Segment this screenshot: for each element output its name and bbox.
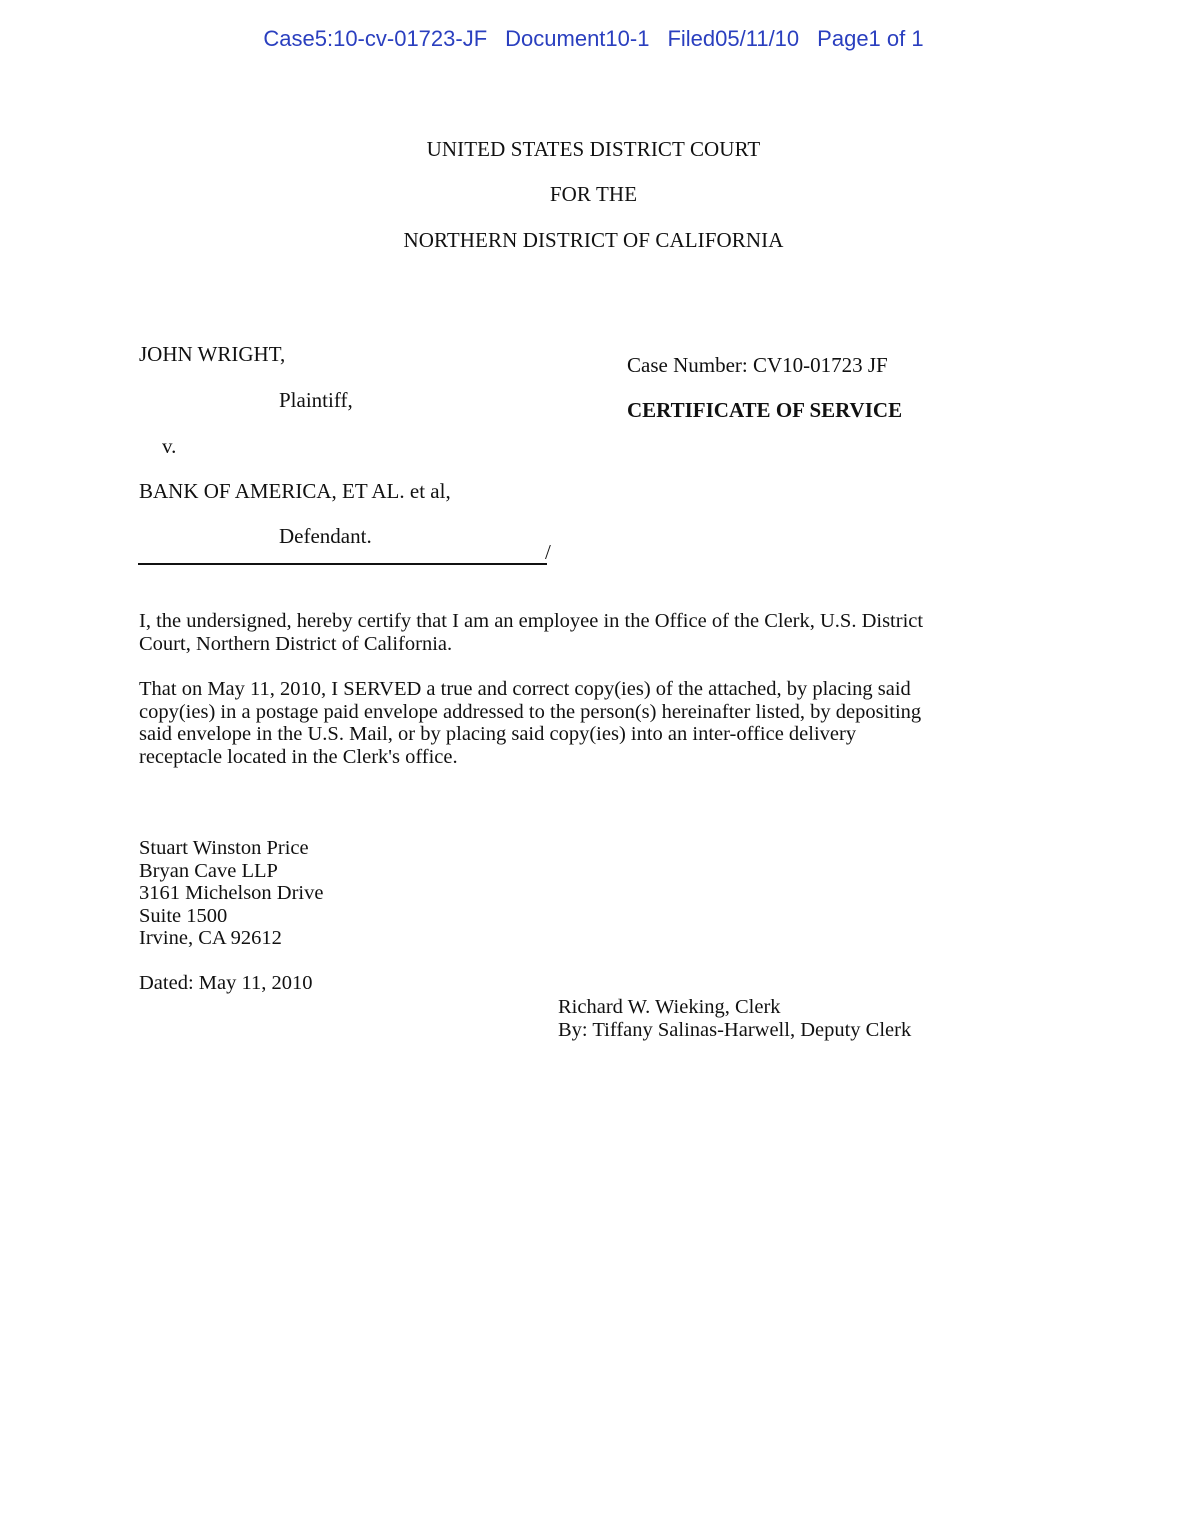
address-line: Suite 1500 [139,904,228,927]
deputy-clerk-name: By: Tiffany Salinas-Harwell, Deputy Clerk [558,1018,912,1041]
case-number: Case Number: CV10-01723 JF [627,353,888,377]
paragraph-line: That on May 11, 2010, I SERVED a true and correct copy(ies) of the attached, by placing said [139,678,911,700]
address-line: Bryan Cave LLP [139,859,278,882]
dated-line: Dated: May 11, 2010 [139,972,313,994]
signature-block [558,996,911,1041]
ecf-document-number: Document10-1 [505,26,650,51]
court-name-line3: NORTHERN DISTRICT OF CALIFORNIA [403,228,784,252]
paragraph-line: Court, Northern District of California. [139,632,453,655]
paragraph-line: copy(ies) in a postage paid envelope addressed to the person(s) hereinafter listed, by depositing [139,700,922,723]
service-address [139,837,323,950]
caption-slash: / [545,540,551,564]
ecf-header [0,26,1187,52]
service-paragraph [139,678,1044,768]
plaintiff-role: Plaintiff, [279,388,353,412]
address-line: Irvine, CA 92612 [139,927,282,950]
ecf-case-number: Case5:10-cv-01723-JF [263,26,488,51]
document-title: CERTIFICATE OF SERVICE [627,398,903,422]
address-line: Stuart Winston Price [139,837,309,859]
certification-paragraph [139,610,1044,655]
versus: v. [162,434,177,458]
plaintiff-name: JOHN WRIGHT, [139,342,286,366]
court-name-line2: FOR THE [549,182,638,206]
defendant-role: Defendant. [279,524,372,548]
ecf-filed-date: Filed05/11/10 [667,26,800,51]
paragraph-line: I, the undersigned, hereby certify that I am an employee in the Office of the Clerk, U.S. District [139,610,924,632]
caption-rule [138,563,547,565]
court-name-line1: UNITED STATES DISTRICT COURT [426,137,761,161]
paragraph-line: said envelope in the U.S. Mail, or by placing said copy(ies) into an inter-office delivery [139,723,857,746]
clerk-name: Richard W. Wieking, Clerk [558,996,781,1018]
ecf-page-number: Page1 of 1 [817,26,924,51]
address-line: 3161 Michelson Drive [139,882,324,905]
paragraph-line: receptacle located in the Clerk's office. [139,745,458,768]
defendant-name: BANK OF AMERICA, ET AL. et al, [139,479,451,503]
